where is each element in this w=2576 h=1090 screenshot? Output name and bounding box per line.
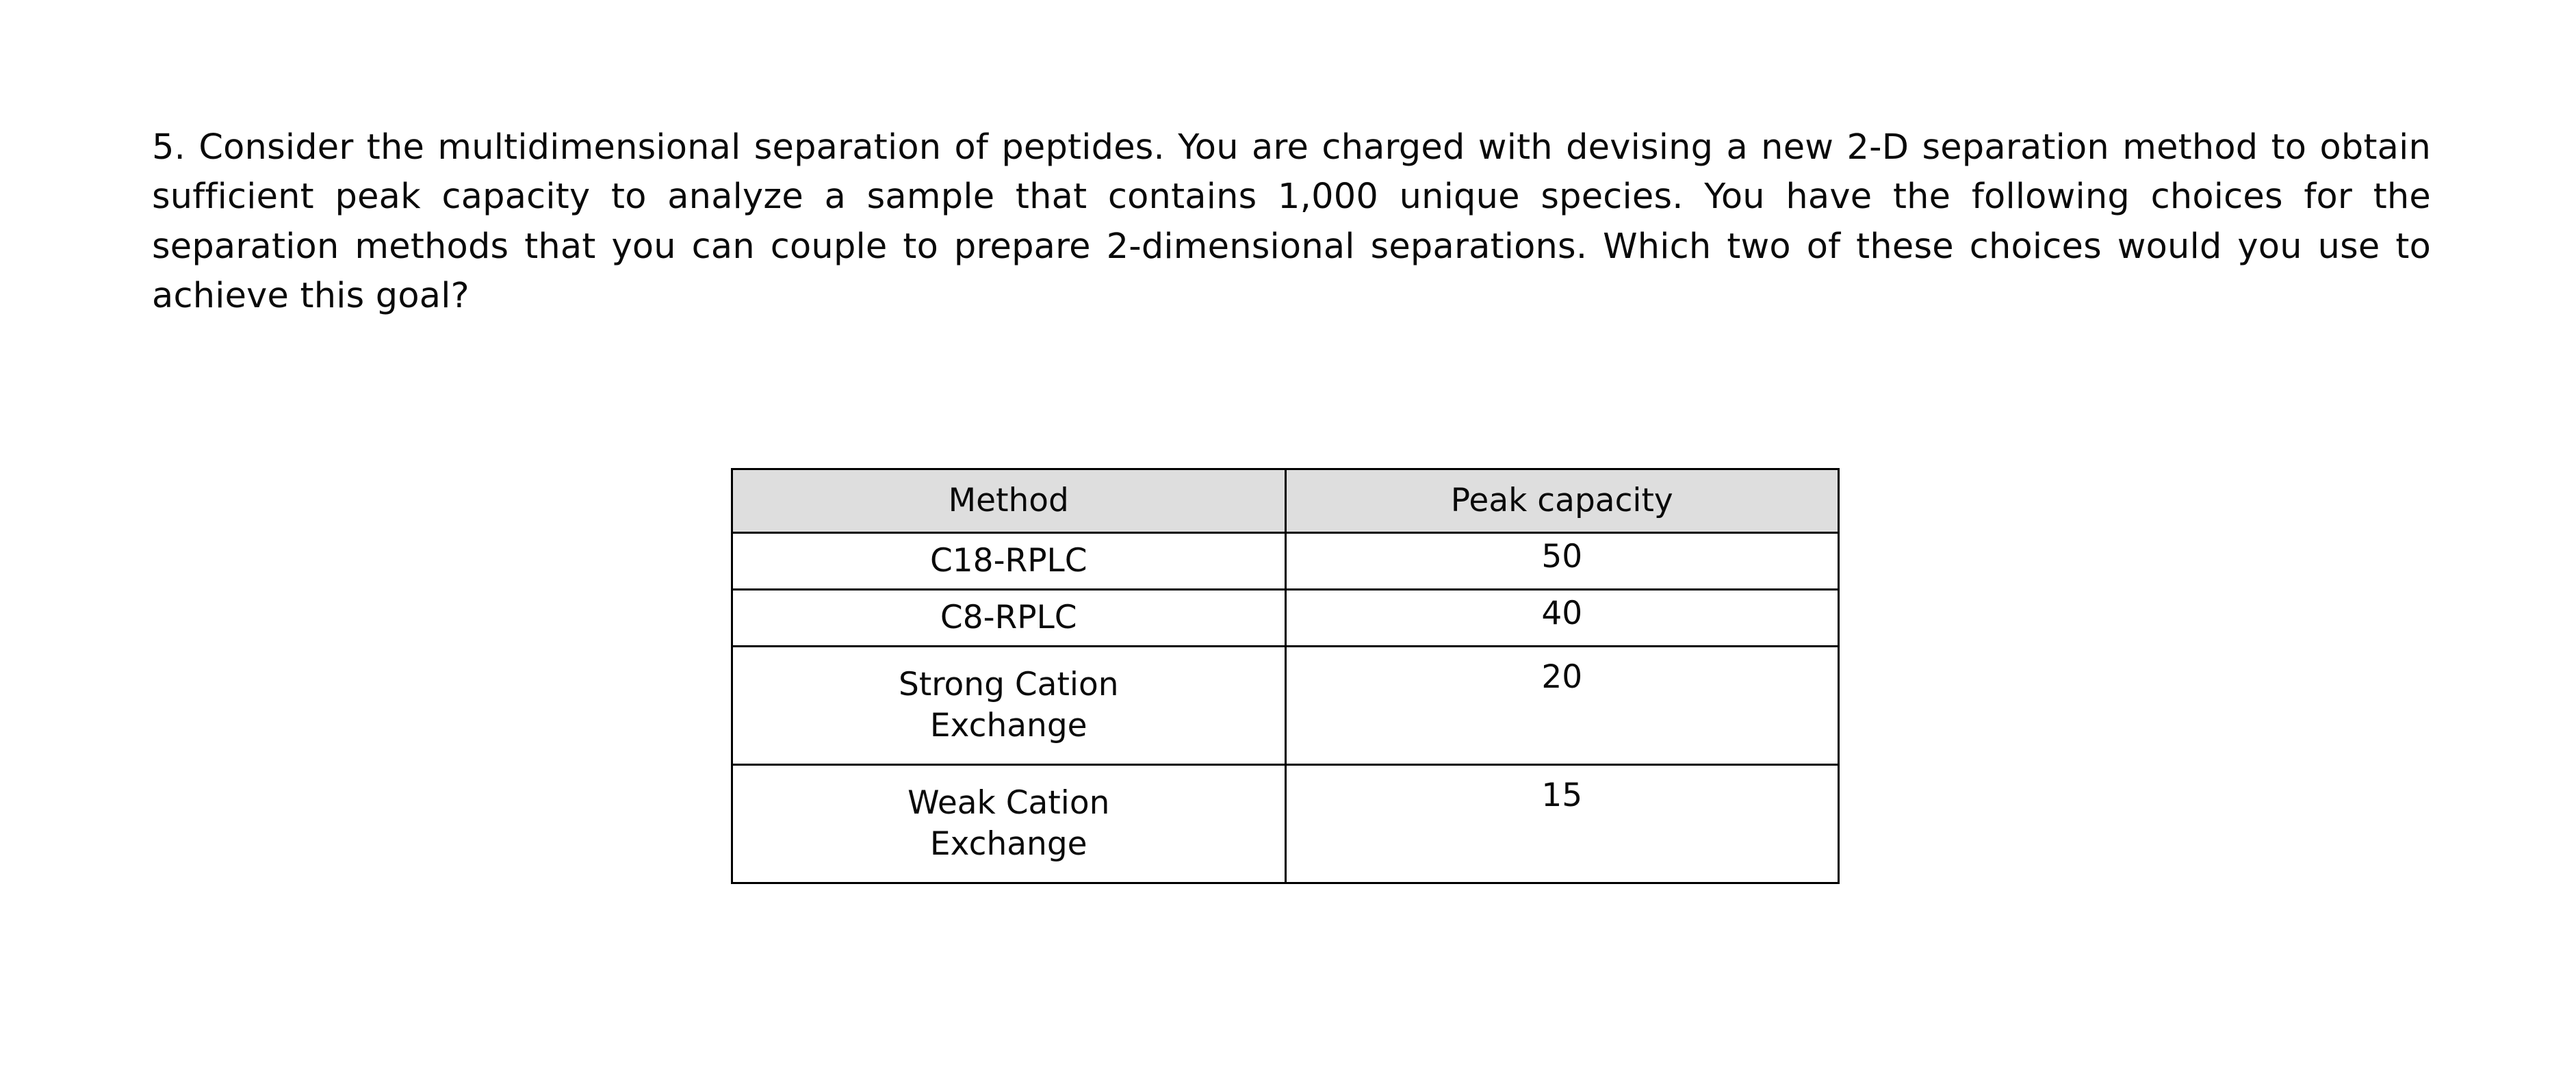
table-head	[732, 469, 1839, 533]
cell-peak-capacity: 40	[1285, 590, 1839, 647]
table-row	[732, 647, 1839, 765]
cell-method	[732, 765, 1286, 883]
question-block	[152, 123, 2431, 322]
peak-capacity-table	[731, 468, 1840, 884]
cell-method: C8-RPLC	[732, 590, 1286, 647]
table-row	[732, 590, 1839, 647]
cell-method-line2: Exchange	[929, 825, 1087, 863]
question-body: Consider the multidimensional separation of peptides. You are charged with devising a new 2-D separation method to obtain sufficient peak capacity to analyze a sample that contains 1,000 unique species. You have the following choices for the separation methods that you can couple to prepare 2-dimensional separations. Which two of these choices would you use to achieve this goal?	[152, 127, 2431, 317]
cell-method	[732, 647, 1286, 765]
cell-peak-capacity: 15	[1285, 765, 1839, 883]
table-row	[732, 533, 1839, 590]
question-paragraph	[152, 123, 2431, 322]
column-header-peak-capacity: Peak capacity	[1285, 469, 1839, 533]
table-row	[732, 765, 1839, 883]
cell-method: C18-RPLC	[732, 533, 1286, 590]
cell-method-line2: Exchange	[929, 707, 1087, 744]
cell-method-line1: Strong Cation	[898, 665, 1119, 703]
question-number: 5.	[152, 127, 186, 168]
column-header-method: Method	[732, 469, 1286, 533]
cell-peak-capacity: 20	[1285, 647, 1839, 765]
cell-peak-capacity: 50	[1285, 533, 1839, 590]
peak-capacity-table-wrapper	[731, 468, 1840, 884]
table-header-row	[732, 469, 1839, 533]
cell-method-line1: Weak Cation	[907, 783, 1110, 822]
table-body	[732, 533, 1839, 883]
